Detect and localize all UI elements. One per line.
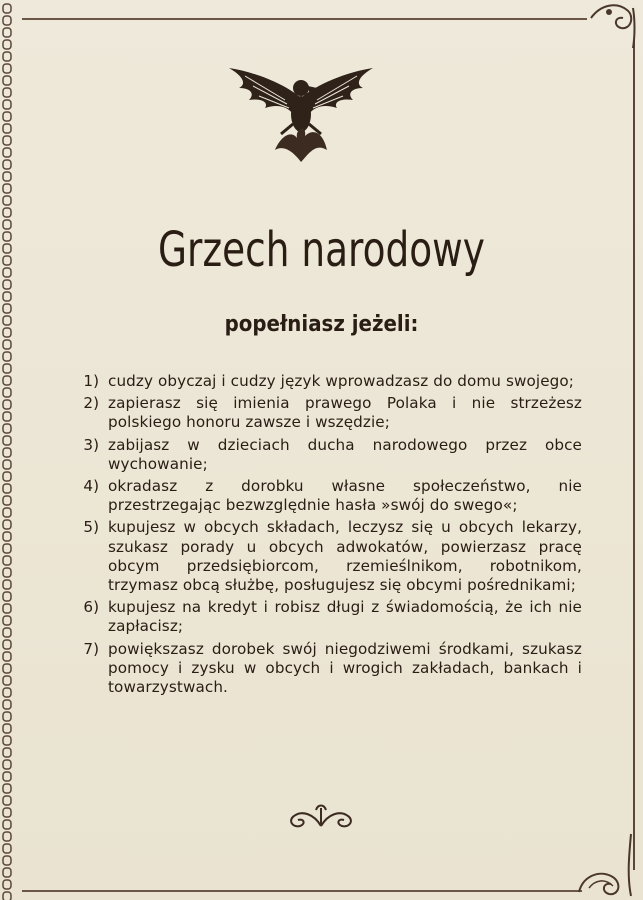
chain-link — [3, 688, 11, 697]
chain-link — [3, 520, 11, 529]
item-text: okradasz z dorobku własne społeczeństwo, nie przestrzegając bezwzględnie hasła »swój do swego«; — [108, 477, 582, 515]
chain-link — [3, 280, 11, 289]
chain-link — [3, 736, 11, 745]
chain-link — [3, 892, 11, 900]
chain-link — [3, 124, 11, 133]
chain-link — [3, 628, 11, 637]
item-number: 4) — [83, 477, 99, 496]
frame-line-bottom — [22, 890, 582, 892]
chain-link — [3, 568, 11, 577]
item-number: 6) — [83, 598, 99, 617]
corner-ornament-top-right-icon — [587, 0, 639, 52]
list-item — [70, 372, 582, 391]
chain-link — [3, 64, 11, 73]
chain-link — [3, 484, 11, 493]
chain-link — [3, 772, 11, 781]
chain-link — [3, 580, 11, 589]
chain-link — [3, 196, 11, 205]
item-number: 2) — [83, 394, 99, 413]
chain-link — [3, 844, 11, 853]
chain-link — [3, 100, 11, 109]
chain-link — [3, 460, 11, 469]
item-text: zapierasz się imienia prawego Polaka i nie strzeżesz polskiego honoru zawsze i wszędzie; — [108, 394, 582, 432]
chain-link — [3, 652, 11, 661]
chain-link — [3, 640, 11, 649]
document-title: Grzech narodowy — [158, 222, 485, 278]
chain-link — [3, 88, 11, 97]
list-item — [70, 518, 582, 595]
chain-border-left — [0, 0, 14, 900]
chain-link — [3, 376, 11, 385]
chain-link — [3, 412, 11, 421]
chain-link — [3, 664, 11, 673]
chain-link — [3, 556, 11, 565]
chain-link — [3, 148, 11, 157]
chain-link — [3, 748, 11, 757]
chain-link — [3, 316, 11, 325]
chain-link — [3, 820, 11, 829]
floral-ornament-icon — [274, 802, 368, 832]
chain-link — [3, 796, 11, 805]
chain-link — [3, 352, 11, 361]
item-text: kupujesz na kredyt i robisz długi z świadomością, że ich nie zapłacisz; — [108, 598, 582, 636]
chain-link — [3, 304, 11, 313]
list-item — [70, 477, 582, 515]
list-item — [70, 640, 582, 698]
chain-link — [3, 724, 11, 733]
chain-link — [3, 16, 11, 25]
chain-link — [3, 496, 11, 505]
document-subtitle: popełniasz jeżeli: — [224, 312, 419, 337]
chain-link — [3, 388, 11, 397]
sin-list — [70, 372, 582, 700]
chain-link — [3, 400, 11, 409]
chain-link — [3, 208, 11, 217]
item-text: cudzy obyczaj i cudzy język wprowadzasz do domu swojego; — [108, 372, 574, 390]
chain-link — [3, 28, 11, 37]
chain-link — [3, 232, 11, 241]
chain-link — [3, 760, 11, 769]
item-number: 3) — [83, 435, 99, 454]
item-number: 5) — [83, 518, 99, 537]
item-text: kupujesz w obcych składach, leczysz się u obcych lekarzy, szukasz porady u obcych adwokatów, powierzasz pracę obcym przedsiębiorcom, rzemieślnikom, robotnikom, trzymasz obcą służbę, posługujesz się obcymi pośrednikami; — [108, 518, 582, 595]
chain-link — [3, 676, 11, 685]
chain-link — [3, 328, 11, 337]
chain-link — [3, 256, 11, 265]
item-text: zabijasz w dzieciach ducha narodowego przez obce wychowanie; — [108, 435, 582, 473]
list-item — [70, 394, 582, 432]
chain-link — [3, 604, 11, 613]
chain-link — [3, 532, 11, 541]
chain-link — [3, 880, 11, 889]
chain-link — [3, 868, 11, 877]
chain-link — [3, 52, 11, 61]
chain-link — [3, 112, 11, 121]
chain-link — [3, 784, 11, 793]
chain-link — [3, 160, 11, 169]
eagle-emblem-icon — [225, 58, 377, 162]
list-item — [70, 436, 582, 474]
corner-ornament-bottom-right-icon — [569, 830, 639, 900]
chain-link — [3, 544, 11, 553]
chain-link — [3, 4, 11, 13]
chain-link — [3, 220, 11, 229]
chain-link — [3, 292, 11, 301]
chain-link — [3, 40, 11, 49]
chain-link — [3, 808, 11, 817]
item-number: 7) — [83, 639, 99, 658]
frame-line-top — [22, 18, 587, 20]
chain-link — [3, 472, 11, 481]
chain-link — [3, 364, 11, 373]
chain-link — [3, 592, 11, 601]
chain-link — [3, 856, 11, 865]
chain-link — [3, 700, 11, 709]
item-number: 1) — [83, 372, 99, 390]
chain-link — [3, 172, 11, 181]
chain-link — [3, 436, 11, 445]
chain-link — [3, 424, 11, 433]
list-item — [70, 598, 582, 636]
chain-link — [3, 136, 11, 145]
chain-link — [3, 616, 11, 625]
item-text: powiększasz dorobek swój niegodziwemi środkami, szukasz pomocy i zysku w obcych i wrogich zakładach, bankach i towarzystwach. — [108, 639, 582, 697]
chain-link — [3, 712, 11, 721]
chain-link — [3, 508, 11, 517]
chain-link — [3, 184, 11, 193]
chain-link — [3, 244, 11, 253]
frame-line-right — [633, 40, 635, 870]
chain-link — [3, 76, 11, 85]
chain-link — [3, 340, 11, 349]
chain-link — [3, 448, 11, 457]
chain-link — [3, 832, 11, 841]
chain-link — [3, 268, 11, 277]
